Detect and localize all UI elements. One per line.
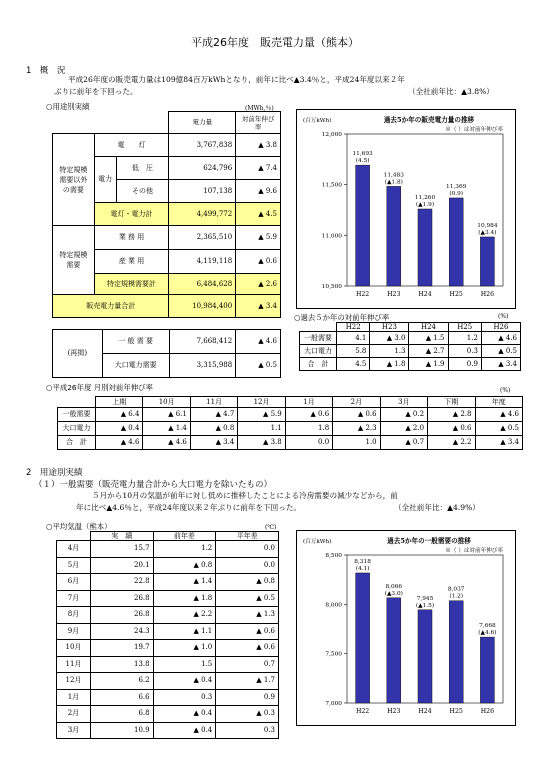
temp-actual: 15.7 — [90, 541, 153, 558]
monthly-cell: ▲ 0.2 — [380, 408, 427, 422]
monthly-table-caption: ○平成26年度 月別対前年伸び率 — [46, 383, 153, 392]
y-tick-label: 8,500 — [325, 553, 342, 559]
temp-month: 7月 — [57, 590, 91, 607]
bar — [387, 598, 401, 703]
y-tick-label: 11,000 — [321, 233, 342, 240]
x-tick-label: H24 — [418, 708, 432, 715]
bar-value-label: 8,066 — [385, 583, 403, 590]
section2-subheading: （１）一般需要（販売電力量合計から大口電力を除いたもの） — [34, 480, 273, 490]
bar — [449, 601, 463, 703]
row-label-total: 販売電力量合計 — [53, 295, 169, 318]
col-amount: 電力量 — [169, 112, 236, 134]
growth-table-caption: ○過去５か年の対前年伸び率 — [294, 313, 390, 322]
x-tick-label: H22 — [355, 708, 370, 715]
temp-actual: 22.8 — [90, 574, 153, 591]
teiatsu-yoy: ▲ 7.4 — [236, 157, 281, 180]
y-tick-label: 7,500 — [325, 651, 342, 658]
growth-col-header: H25 — [448, 323, 481, 332]
temp-prev-diff: ▲ 1.4 — [153, 574, 216, 591]
temp-row — [57, 590, 279, 607]
temp-table-unit: (℃) — [265, 524, 277, 531]
gyomu-amount: 2,365,510 — [169, 226, 236, 250]
sonota-yoy: ▲ 9.6 — [236, 180, 281, 203]
growth-cell: 0.9 — [448, 358, 481, 371]
growth-cell: ▲ 1.5 — [409, 332, 448, 345]
temp-row — [57, 541, 279, 558]
bar-value-label: 10,984 — [477, 222, 498, 229]
subtotal2-yoy: ▲ 2.6 — [236, 274, 281, 295]
monthly-cell: ▲ 2.8 — [428, 408, 475, 422]
monthly-col-header: 2月 — [333, 397, 380, 408]
growth-cell: 1.3 — [370, 345, 409, 358]
monthly-cell: 1.8 — [285, 422, 332, 436]
temp-row — [57, 722, 279, 739]
subtotal2-amount: 6,484,628 — [169, 274, 236, 295]
relisted-row-label: 一 般 需 要 — [102, 330, 169, 354]
monthly-cell: ▲ 0.6 — [333, 408, 380, 422]
temp-actual: 6.8 — [90, 706, 153, 723]
relisted-row-label: 大口電力需要 — [102, 354, 169, 378]
temp-month: 9月 — [57, 623, 91, 640]
section2-heading: 2 用途別実績 — [26, 468, 83, 478]
temp-prev-diff: 0.3 — [153, 689, 216, 706]
usage-table-caption: ○用途別実績 — [46, 102, 90, 111]
temp-prev-diff: ▲ 0.4 — [153, 722, 216, 739]
x-tick-label: H22 — [355, 291, 370, 298]
temp-normal-diff: 0.7 — [216, 656, 279, 673]
bar-growth-label: (0.9) — [449, 190, 464, 197]
temp-actual: 10.9 — [90, 722, 153, 739]
temp-prev-diff: ▲ 0.4 — [153, 706, 216, 723]
sales-chart-box — [296, 109, 516, 309]
chart-y-axis-label: (百万kWh) — [303, 539, 332, 545]
dento-amount: 3,767,838 — [169, 134, 236, 157]
monthly-cell: ▲ 0.5 — [475, 422, 523, 436]
monthly-cell: ▲ 4.6 — [143, 436, 190, 450]
temp-row — [57, 706, 279, 723]
row-label-teiatsu: 低 圧 — [116, 157, 169, 180]
bar — [356, 573, 370, 703]
bar — [356, 165, 370, 286]
chart-y-axis-label: (百万kWh) — [303, 118, 332, 124]
temp-normal-diff: ▲ 0.8 — [216, 574, 279, 591]
relisted-amount: 3,315,988 — [169, 354, 236, 378]
bar-value-label: 11,483 — [383, 172, 404, 179]
bar — [480, 237, 494, 286]
monthly-col-header: 上期 — [96, 397, 143, 408]
growth-cell: ▲ 1.9 — [409, 358, 448, 371]
monthly-cell: ▲ 2.2 — [428, 436, 475, 450]
section1-company-yoy: （全社前年比：▲3.8%） — [408, 87, 494, 96]
temp-normal-diff: ▲ 1.7 — [216, 673, 279, 690]
growth-cell: ▲ 3.0 — [370, 332, 409, 345]
subtotal1-yoy: ▲ 4.5 — [236, 203, 281, 226]
growth-cell: 1.2 — [448, 332, 481, 345]
growth-cell: ▲ 4.6 — [481, 332, 520, 345]
general-demand-chart-box — [296, 530, 516, 726]
monthly-cell: 0.0 — [285, 436, 332, 450]
bar-value-label: 7,945 — [416, 595, 434, 602]
temp-month: 4月 — [57, 541, 91, 558]
relisted-table — [52, 329, 281, 378]
temp-col-header: 平年差 — [216, 532, 279, 541]
monthly-col-header: 1月 — [285, 397, 332, 408]
x-tick-label: H23 — [387, 708, 401, 715]
monthly-cell: 1.1 — [238, 422, 285, 436]
temp-row — [57, 623, 279, 640]
temp-row — [57, 574, 279, 591]
temp-table-caption: ○平均気温（熊本） — [46, 522, 112, 531]
temp-month: 3月 — [57, 722, 91, 739]
bar-growth-label: (▲4.6) — [478, 630, 497, 637]
temp-normal-diff: ▲ 0.3 — [216, 706, 279, 723]
monthly-table-unit: (%) — [500, 387, 511, 394]
monthly-cell: ▲ 0.4 — [96, 422, 143, 436]
section1-para-line2: ぶりに前年を下回った。 — [54, 87, 138, 96]
monthly-col-header: 11月 — [190, 397, 237, 408]
bar-value-label: 11,260 — [414, 194, 436, 201]
temp-month: 10月 — [57, 640, 91, 657]
monthly-col-header: 12月 — [238, 397, 285, 408]
bar-value-label: 11,369 — [446, 183, 467, 190]
bar — [480, 637, 494, 703]
sales-chart — [297, 110, 515, 308]
group-non-specified: 特定規模需要以外の需要 — [53, 134, 95, 226]
growth-col-header: H26 — [481, 323, 520, 332]
teiatsu-amount: 624,796 — [169, 157, 236, 180]
monthly-cell: ▲ 5.9 — [238, 408, 285, 422]
row-label-sangyo: 産 業 用 — [94, 250, 169, 274]
bar-growth-label: (▲1.9) — [415, 201, 435, 208]
temp-row — [57, 656, 279, 673]
relisted-yoy: ▲ 0.5 — [236, 354, 281, 378]
growth-col-header: H23 — [370, 323, 409, 332]
x-tick-label: H25 — [449, 708, 463, 715]
monthly-cell: ▲ 6.4 — [96, 408, 143, 422]
temp-normal-diff: ▲ 0.6 — [216, 623, 279, 640]
growth-col-header: H22 — [337, 323, 370, 332]
monthly-cell: ▲ 4.6 — [475, 408, 523, 422]
y-tick-label: 11,500 — [321, 182, 342, 189]
temp-row — [57, 673, 279, 690]
bar — [387, 186, 401, 286]
bar-value-label: 7,668 — [479, 623, 496, 630]
temp-month: 6月 — [57, 574, 91, 591]
monthly-col-header: 年度 — [475, 397, 523, 408]
temp-month: 5月 — [57, 557, 91, 574]
temp-prev-diff: ▲ 1.1 — [153, 623, 216, 640]
temp-normal-diff: 0.3 — [216, 722, 279, 739]
monthly-row-label: 一般需要 — [58, 408, 96, 422]
chart-note: ※（ ）は対前年伸び率 — [445, 127, 503, 133]
bar-value-label: 8,318 — [354, 558, 371, 565]
dento-yoy: ▲ 3.8 — [236, 134, 281, 157]
temp-row — [57, 689, 279, 706]
monthly-table — [57, 396, 523, 450]
bar-value-label: 11,693 — [352, 151, 373, 158]
monthly-cell: ▲ 0.6 — [428, 422, 475, 436]
temp-normal-diff: 0.0 — [216, 541, 279, 558]
temp-month: 8月 — [57, 607, 91, 624]
group-specified: 特定規模需要 — [53, 226, 95, 295]
y-tick-label: 7,000 — [325, 701, 342, 707]
bar — [449, 198, 463, 286]
bar — [418, 209, 432, 286]
general-demand-chart — [297, 531, 515, 725]
y-tick-label: 12,000 — [321, 132, 342, 138]
growth-cell: 5.8 — [337, 345, 370, 358]
temp-col-header: 実 績 — [90, 532, 153, 541]
temp-prev-diff: ▲ 0.8 — [153, 557, 216, 574]
monthly-col-header: 3月 — [380, 397, 427, 408]
temp-normal-diff: 0.0 — [216, 557, 279, 574]
monthly-cell: ▲ 1.4 — [143, 422, 190, 436]
growth-cell: ▲ 3.4 — [481, 358, 520, 371]
sangyo-amount: 4,119,118 — [169, 250, 236, 274]
relisted-label: (再掲) — [53, 330, 103, 378]
growth-col-header: H24 — [409, 323, 448, 332]
temp-actual: 13.8 — [90, 656, 153, 673]
monthly-cell: ▲ 0.7 — [380, 436, 427, 450]
bar — [418, 610, 432, 703]
temp-actual: 6.2 — [90, 673, 153, 690]
total-yoy: ▲ 3.4 — [236, 295, 281, 318]
temp-col-header: 前年差 — [153, 532, 216, 541]
growth-table-unit: (%) — [498, 313, 509, 320]
chart-title: 過去5か年の一般需要の推移 — [387, 537, 471, 545]
bar-growth-label: (▲3.0) — [384, 590, 403, 597]
growth-cell: ▲ 1.8 — [370, 358, 409, 371]
x-tick-label: H24 — [418, 291, 432, 298]
sonota-amount: 107,138 — [169, 180, 236, 203]
x-tick-label: H25 — [449, 291, 463, 298]
temp-month: 2月 — [57, 706, 91, 723]
monthly-col-header: 下期 — [428, 397, 475, 408]
growth-cell: 0.3 — [448, 345, 481, 358]
growth-row-label: 大口電力 — [300, 345, 337, 358]
bar-value-label: 8,037 — [447, 586, 465, 593]
growth-cell: ▲ 2.7 — [409, 345, 448, 358]
bar-growth-label: (4.5) — [355, 158, 370, 165]
page-title: 平成26年度 販売電力量（熊本） — [191, 36, 359, 49]
monthly-cell: ▲ 0.8 — [190, 422, 237, 436]
section1-para-line1: 平成26年度の販売電力量は109億84百万kWhとなり，前年に比べ▲3.4％と，平成24年度以来２年 — [68, 75, 405, 84]
relisted-yoy: ▲ 4.6 — [236, 330, 281, 354]
temp-actual: 6.6 — [90, 689, 153, 706]
monthly-cell: ▲ 4.6 — [96, 436, 143, 450]
bar-growth-label: (▲1.5) — [415, 602, 435, 609]
monthly-col-header: 10月 — [143, 397, 190, 408]
row-label-dento: 電 灯 — [94, 134, 169, 157]
growth-row-label: 合 計 — [300, 358, 337, 371]
growth-table — [299, 322, 521, 371]
row-label-gyomu: 業 務 用 — [94, 226, 169, 250]
section1-heading: 1 概 況 — [26, 66, 66, 76]
temp-prev-diff: 1.5 — [153, 656, 216, 673]
y-tick-label: 8,000 — [325, 602, 342, 609]
temp-actual: 26.8 — [90, 607, 153, 624]
row-label-sonota: その他 — [116, 180, 169, 203]
section2-company-yoy: （全社前年比：▲4.9%） — [394, 503, 480, 512]
temp-row — [57, 557, 279, 574]
monthly-cell: ▲ 2.3 — [333, 422, 380, 436]
subtotal1-amount: 4,499,772 — [169, 203, 236, 226]
y-tick-label: 10,500 — [321, 284, 342, 290]
total-amount: 10,984,400 — [169, 295, 236, 318]
x-tick-label: H26 — [480, 291, 495, 298]
chart-title: 過去5か年の販売電力量の推移 — [383, 116, 475, 124]
bar-growth-label: (▲3.4) — [478, 229, 497, 236]
monthly-cell: ▲ 0.6 — [285, 408, 332, 422]
section2-para-line1: ５月から10月の気温が前年に対し低めに推移したことによる冷房需要の減少などから，前 — [92, 491, 398, 500]
x-tick-label: H26 — [480, 708, 495, 715]
monthly-row-label: 大口電力 — [58, 422, 96, 436]
growth-cell: 4.5 — [337, 358, 370, 371]
x-tick-label: H23 — [387, 291, 401, 298]
usage-table-unit: (MWh,％) — [245, 105, 274, 112]
denryoku-label: 電力 — [94, 157, 116, 203]
bar-growth-label: (1.2) — [449, 593, 464, 600]
temp-normal-diff: ▲ 1.3 — [216, 607, 279, 624]
temp-month: 1月 — [57, 689, 91, 706]
temp-prev-diff: 1.2 — [153, 541, 216, 558]
monthly-row-label: 合 計 — [58, 436, 96, 450]
monthly-cell: ▲ 3.8 — [238, 436, 285, 450]
monthly-cell: ▲ 2.0 — [380, 422, 427, 436]
temp-table — [56, 531, 279, 739]
monthly-cell: ▲ 6.1 — [143, 408, 190, 422]
temp-normal-diff: ▲ 0.6 — [216, 640, 279, 657]
bar-growth-label: (▲1.8) — [384, 179, 403, 186]
section2-para-line2: 年に比べ▲4.6％と，平成24年度以来２年ぶりに前年を下回った。 — [76, 503, 302, 512]
monthly-cell: 1.0 — [333, 436, 380, 450]
monthly-cell: ▲ 4.7 — [190, 408, 237, 422]
sangyo-yoy: ▲ 0.6 — [236, 250, 281, 274]
monthly-cell: ▲ 3.4 — [190, 436, 237, 450]
temp-actual: 24.3 — [90, 623, 153, 640]
temp-prev-diff: ▲ 1.0 — [153, 640, 216, 657]
temp-month: 11月 — [57, 656, 91, 673]
temp-normal-diff: 0.9 — [216, 689, 279, 706]
col-yoy: 対前年伸び率 — [236, 112, 281, 134]
growth-cell: 4.1 — [337, 332, 370, 345]
growth-row-label: 一般需要 — [300, 332, 337, 345]
temp-normal-diff: ▲ 0.5 — [216, 590, 279, 607]
growth-cell: ▲ 0.5 — [481, 345, 520, 358]
relisted-amount: 7,668,412 — [169, 330, 236, 354]
temp-row — [57, 640, 279, 657]
temp-prev-diff: ▲ 0.4 — [153, 673, 216, 690]
temp-row — [57, 607, 279, 624]
temp-prev-diff: ▲ 2.2 — [153, 607, 216, 624]
chart-note: ※（ ）は対前年伸び率 — [445, 548, 503, 554]
temp-prev-diff: ▲ 1.8 — [153, 590, 216, 607]
temp-month: 12月 — [57, 673, 91, 690]
row-label-subtotal1: 電灯・電力計 — [94, 203, 169, 226]
row-label-subtotal2: 特定規模需要計 — [94, 274, 169, 295]
bar-growth-label: (4.1) — [355, 565, 370, 572]
monthly-cell: ▲ 3.4 — [475, 436, 523, 450]
temp-actual: 20.1 — [90, 557, 153, 574]
temp-actual: 19.7 — [90, 640, 153, 657]
usage-table — [52, 111, 281, 318]
gyomu-yoy: ▲ 5.9 — [236, 226, 281, 250]
temp-actual: 26.8 — [90, 590, 153, 607]
